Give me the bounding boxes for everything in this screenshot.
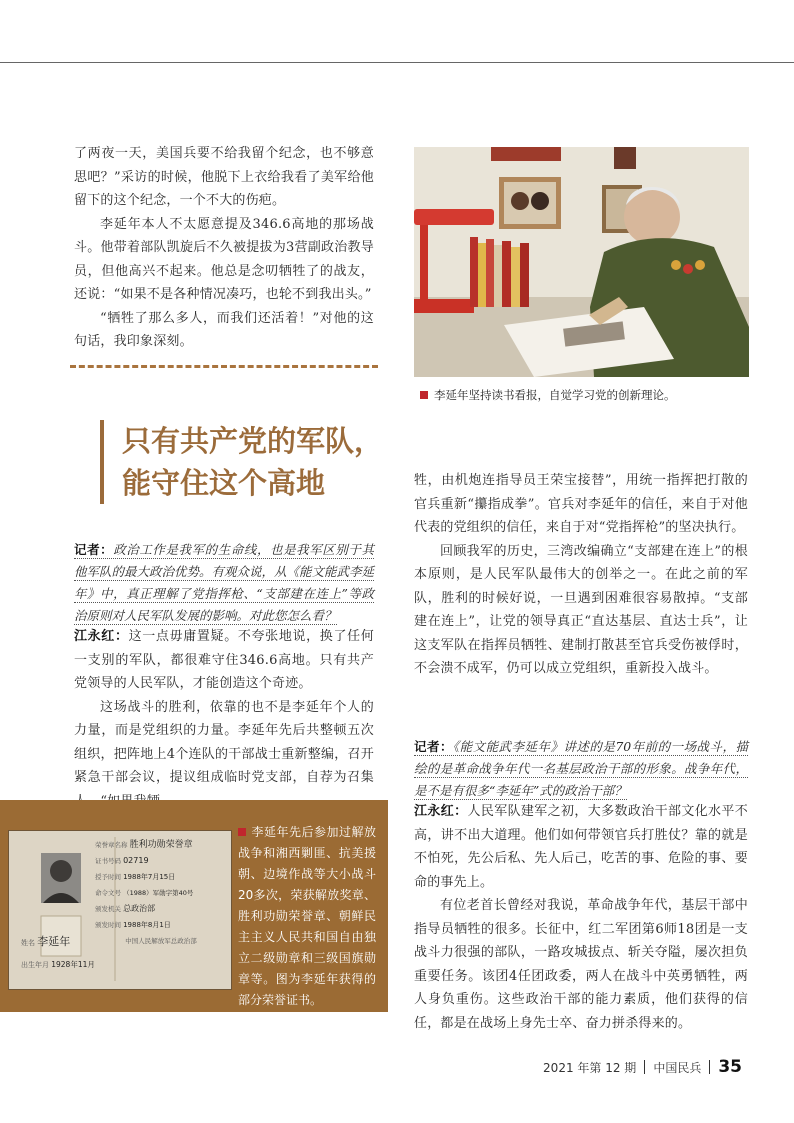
heading-line-2: 能守住这个高地 xyxy=(122,466,326,500)
cert-label: 颁发时间 xyxy=(95,921,121,929)
certificate-caption xyxy=(238,822,376,1011)
cert-label: 出生年月 xyxy=(21,961,49,969)
caption-marker xyxy=(420,391,428,399)
cert-number: 02719 xyxy=(123,856,149,865)
paragraph: “牺牲了那么多人，而我们还活着！”对他的这句话，我印象深刻。 xyxy=(74,310,374,349)
question-text: 《能文能武李延年》讲述的是70年前的一场战斗，描绘的是革命战争年代一名基层政治干部的形象。战争年代，是不是有很多“李延年”式的政治干部？ xyxy=(414,739,748,798)
answer-paragraph xyxy=(74,625,374,696)
interview-question-2 xyxy=(414,736,748,802)
paragraph: 李延年本人不太愿意提及346.6高地的那场战斗。他带着部队凯旋后不久被提拔为3营副政治教导员，但他高兴不起来。他总是念叨牺牲了的战友，还说：“如果不是各种情况凑巧，也轮不到我出头。” xyxy=(74,216,374,302)
cert-date: 1988年8月1日 xyxy=(123,921,171,929)
cert-footer: 中国人民解放军总政治部 xyxy=(125,937,197,945)
header-rule xyxy=(0,62,794,63)
page-footer xyxy=(543,1057,742,1077)
photo-caption xyxy=(420,387,760,403)
interview-answer-1 xyxy=(74,625,374,813)
certificate-fields xyxy=(95,837,227,949)
cert-label: 颁发机关 xyxy=(95,905,121,913)
page-number: 35 xyxy=(718,1057,742,1077)
cert-date: 1988年7月15日 xyxy=(123,873,176,881)
certificate-holder xyxy=(21,931,111,976)
cert-label: 荣誉章名称 xyxy=(95,841,128,849)
answer-speaker: 江永红： xyxy=(414,804,468,819)
question-speaker: 记者： xyxy=(74,542,114,557)
honor-certificate-image xyxy=(8,830,232,990)
section-heading xyxy=(100,420,412,504)
cert-label: 命令文号 xyxy=(95,889,121,897)
cert-name: 李延年 xyxy=(37,935,71,948)
article-column-1-top xyxy=(74,142,374,354)
interview-question-1 xyxy=(74,539,374,627)
paragraph: 牲，由机炮连指导员王荣宝接替”，用统一指挥把打散的官兵重新“攥指成拳”。官兵对李延年的信任，来自于对他代表的党组织的信任，来自于对“党指挥枪”的坚决执行。 xyxy=(414,473,748,535)
heading-line-1: 只有共产党的军队， xyxy=(122,424,384,458)
photo-caption-text: 李延年坚持读书看报，自觉学习党的创新理论。 xyxy=(434,388,676,402)
magazine-name: 中国民兵 xyxy=(653,1060,702,1075)
answer-text: 人民军队建军之初，大多数政治干部文化水平不高，讲不出大道理。他们如何带领官兵打胜仗？靠的就是不怕死，先公后私、先人后己，吃苦的事、危险的事、要命的事先上。 xyxy=(414,804,748,890)
caption-marker xyxy=(238,828,246,836)
cert-org: 总政治部 xyxy=(123,904,156,913)
reading-photo xyxy=(414,147,749,377)
section-divider xyxy=(70,365,378,368)
cert-title: 胜利功勋荣誉章 xyxy=(129,840,193,850)
question-text: 政治工作是我军的生命线，也是我军区别于其他军队的最大政治优势。有观众说，从《能文能武李延年》中，真正理解了党指挥枪、“支部建在连上”等政治原则对人民军队发展的影响。对此您怎么看？ xyxy=(74,542,375,623)
cert-label: 姓名 xyxy=(21,939,35,947)
answer-paragraph: 有位老首长曾经对我说，革命战争年代，基层干部中指导员牺牲的很多。长征中，红二军团第6师18团是一支战斗力很强的部队，一路攻城拔点、斩关夺隘，屡次担负重要任务。该团4任团政委，两人在战斗中英勇牺牲，两人身负重伤。这些政治干部的能力素质，他们获得的信任，都是在战场上身先士卒、奋力拼杀得来的。 xyxy=(414,898,748,1031)
answer-paragraph: 这场战斗的胜利，依靠的也不是李延年个人的力量，而是党组织的力量。李延年先后共整顿五次组织，把阵地上4个连队的干部战士重新整编，召开紧急干部会议，提议组成临时党支部，自荐为召集 xyxy=(74,699,374,785)
answer-text: 这一点毋庸置疑。不夸张地说，换了任何一支别的军队，都很难守住346.6高地。只有共产党领导的人民军队，才能创造这个奇迹。 xyxy=(74,629,374,691)
answer-paragraph xyxy=(414,800,748,894)
question-speaker: 记者： xyxy=(414,739,453,754)
paragraph: 回顾我军的历史，三湾改编确立“支部建在连上”的根本原则，是人民军队最伟大的创举之一。在此之前的军队，胜利的时候好说，一旦遇到困难很容易散掉。“支部建在连上”，让党的领导真正“直达基层、直达士兵”，让这支军队在指挥员牺牲、建制打散甚至官兵受伤被俘时，不会溃不成军，仍可以成立党组织，重新投入战斗。 xyxy=(414,543,748,676)
cert-label: 授予时间 xyxy=(95,873,121,881)
footer-divider xyxy=(709,1060,710,1074)
footer-divider xyxy=(644,1060,645,1074)
cert-label: 证书号码 xyxy=(95,857,121,865)
article-column-2-top xyxy=(414,469,748,681)
issue-label: 2021 年第 12 期 xyxy=(543,1060,637,1075)
paragraph: 了两夜一天，美国兵要不给我留个纪念，也不够意思吧？”采访的时候，他脱下上衣给我看了美军给他留下的这个纪念，一个不大的伤疤。 xyxy=(74,146,374,208)
certificate-caption-text: 李延年先后参加过解放战争和湘西剿匪、抗美援朝、边境作战等大小战斗20多次，荣获解放奖章、胜利功勋荣誉章、朝鲜民主主义人民共和国自由独立二级勋章和三级国旗勋章等。图为李延年获得的部分荣誉证书。 xyxy=(238,825,376,1007)
interview-answer-2 xyxy=(414,800,748,1035)
cert-code: （1988）军勋字第40号 xyxy=(123,889,194,897)
cert-birth: 1928年11月 xyxy=(51,960,95,969)
reading-photo-image xyxy=(414,147,749,377)
answer-speaker: 江永红： xyxy=(74,629,129,644)
